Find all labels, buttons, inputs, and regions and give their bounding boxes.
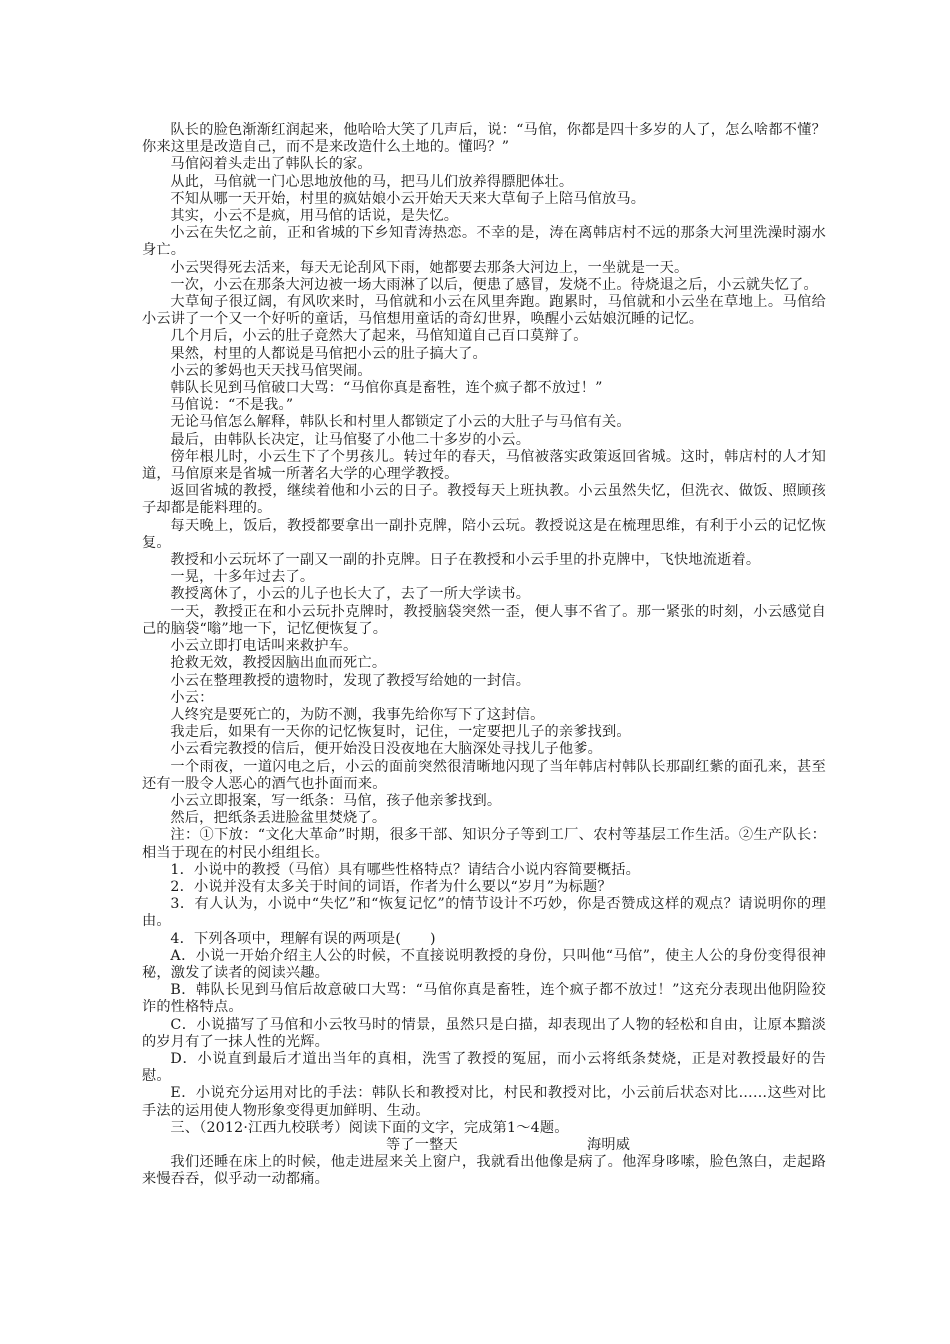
story-title-line: [142, 1137, 826, 1154]
paragraph: 一个雨夜，一道闪电之后，小云的面前突然很清晰地闪现了当年韩店村韩队长那副红紫的面孔来，甚至还有一股令人恶心的酒气也扑面而来。: [142, 758, 826, 792]
paragraph: 小云立即打电话叫来救护车。: [170, 638, 358, 655]
paragraph: 队长的脸色渐渐红润起来，他哈哈大笑了几声后，说：“马倌，你都是四十多岁的人了，怎么啥都不懂？你来这里是改造自己，而不是来改造什么土地的。懂吗？”: [142, 122, 826, 156]
paragraph: 从此，马倌就一门心思地放他的马，把马儿们放养得膘肥体壮。: [170, 173, 574, 190]
letter-salutation: 小云：: [170, 689, 214, 706]
option-b: B．韩队长见到马倌后故意破口大骂：“马倌你真是畜牲，连个疯子都不放过！”这充分表现出他阴险狡诈的性格特点。: [142, 982, 826, 1016]
section-heading: 三、（2012·江西九校联考）阅读下面的文字，完成第1～4题。: [170, 1119, 569, 1136]
paragraph: 一晃，十多年过去了。: [170, 569, 315, 586]
letter-body: 人终究是要死亡的，为防不测，我事先给你写下了这封信。: [170, 706, 545, 723]
paragraph: 果然，村里的人都说是马倌把小云的肚子搞大了。: [170, 345, 487, 362]
story-author: 海明威: [587, 1136, 631, 1153]
paragraph: 马倌闷着头走出了韩队长的家。: [170, 156, 372, 173]
paragraph: 每天晚上，饭后，教授都要拿出一副扑克牌，陪小云玩。教授说这是在梳理思维，有利于小云的记忆恢复。: [142, 517, 826, 551]
story-title: 等了一整天: [386, 1136, 458, 1153]
paragraph: 不知从哪一天开始，村里的疯姑娘小云开始天天来大草甸子上陪马倌放马。: [170, 190, 646, 207]
question-3: 3．有人认为，小说中“失忆”和“恢复记忆”的情节设计不巧妙，你是否赞成这样的观点？请说明你的理由。: [142, 896, 826, 930]
paragraph: 一次，小云在那条大河边被一场大雨淋了以后，便患了感冒，发烧不止。待烧退之后，小云就失忆了。: [170, 276, 818, 293]
paragraph: 大草甸子很辽阔，有风吹来时，马倌就和小云在风里奔跑。跑累时，马倌就和小云坐在草地上。马倌给小云讲了一个又一个好听的童话，马倌想用童话的奇幻世界，唤醒小云姑娘沉睡的记忆。: [142, 294, 826, 328]
paragraph: 小云在失忆之前，正和省城的下乡知青涛热恋。不幸的是，涛在离韩店村不远的那条大河里洗澡时溺水身亡。: [142, 225, 826, 259]
paragraph: 几个月后，小云的肚子竟然大了起来，马倌知道自己百口莫辩了。: [170, 328, 588, 345]
document-page: [142, 122, 826, 1189]
paragraph: 小云看完教授的信后，便开始没日没夜地在大脑深处寻找儿子他爹。: [170, 741, 603, 758]
option-a: A．小说一开始介绍主人公的时候，不直接说明教授的身份，只叫他“马倌”，使主人公的身份变得很神秘，激发了读者的阅读兴趣。: [142, 947, 826, 981]
paragraph: 韩队长见到马倌破口大骂：“马倌你真是畜牲，连个疯子都不放过！”: [170, 380, 603, 397]
paragraph: 小云的爹妈也天天找马倌哭闹。: [170, 362, 372, 379]
paragraph: 小云立即报案，写一纸条：马倌，孩子他亲爹找到。: [170, 792, 502, 809]
paragraph: 一天，教授正在和小云玩扑克牌时，教授脑袋突然一歪，便人事不省了。那一紧张的时刻，小云感觉自己的脑袋“嗡”地一下，记忆便恢复了。: [142, 603, 826, 637]
paragraph: 教授离休了，小云的儿子也长大了，去了一所大学读书。: [170, 586, 531, 603]
paragraph: 我们还睡在床上的时候，他走进屋来关上窗户，我就看出他像是病了。他浑身哆嗦，脸色煞白，走起路来慢吞吞，似乎动一动都痛。: [142, 1154, 826, 1188]
paragraph: 抢救无效，教授因脑出血而死亡。: [170, 655, 387, 672]
paragraph: 无论马倌怎么解释，韩队长和村里人都锁定了小云的大肚子与马倌有关。: [170, 414, 631, 431]
paragraph: 返回省城的教授，继续着他和小云的日子。教授每天上班执教。小云虽然失忆，但洗衣、做饭、照顾孩子却都是能料理的。: [142, 483, 826, 517]
footnote: 注：①下放：“文化大革命”时期，很多干部、知识分子等到工厂、农村等基层工作生活。②生产队长：相当于现在的村民小组组长。: [142, 827, 826, 861]
question-2: 2．小说并没有太多关于时间的词语，作者为什么要以“岁月”为标题？: [170, 878, 612, 895]
paragraph: 马倌说：“不是我。”: [170, 397, 294, 414]
question-1: 1．小说中的教授（马倌）具有哪些性格特点？请结合小说内容简要概括。: [170, 861, 641, 878]
paragraph: 小云哭得死去活来，每天无论刮风下雨，她都要去那条大河边上，一坐就是一天。: [170, 259, 689, 276]
question-4: 4．下列各项中，理解有误的两项是( ): [170, 930, 436, 947]
option-d: D．小说直到最后才道出当年的真相，洗雪了教授的冤屈，而小云将纸条焚烧，正是对教授最好的告慰。: [142, 1050, 826, 1085]
option-c: C．小说描写了马倌和小云牧马时的情景，虽然只是白描，却表现出了人物的轻松和自由，让原本黯淡的岁月有了一抹人性的光辉。: [142, 1016, 826, 1050]
paragraph: 然后，把纸条丢进脸盆里焚烧了。: [170, 810, 387, 827]
paragraph: 最后，由韩队长决定，让马倌娶了小他二十多岁的小云。: [170, 431, 531, 448]
paragraph: 其实，小云不是疯，用马倌的话说，是失忆。: [170, 208, 459, 225]
paragraph: 小云在整理教授的遗物时，发现了教授写给她的一封信。: [170, 672, 531, 689]
paragraph: 傍年根儿时，小云生下了个男孩儿。转过年的春天，马倌被落实政策返回省城。这时，韩店村的人才知道，马倌原来是省城一所著名大学的心理学教授。: [142, 448, 826, 483]
paragraph: 教授和小云玩坏了一副又一副的扑克牌。日子在教授和小云手里的扑克牌中，飞快地流逝着。: [170, 552, 761, 569]
letter-body: 我走后，如果有一天你的记忆恢复时，记住，一定要把儿子的亲爹找到。: [170, 724, 631, 741]
option-e: E．小说充分运用对比的手法：韩队长和教授对比，村民和教授对比，小云前后状态对比……这些对比手法的运用使人物形象变得更加鲜明、生动。: [142, 1085, 826, 1119]
